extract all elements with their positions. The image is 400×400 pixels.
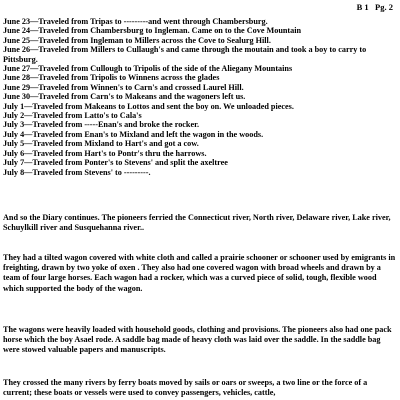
diary-entry-june-29: June 29—Traveled from Winnen's to Carn's and crossed Laurel Hill.	[3, 82, 244, 92]
diary-entry-june-25: June 25—Traveled from Ingleman to Millers across the Cove to Sealurg Hill.	[3, 35, 271, 45]
diary-entry-july-7: July 7—Traveled from Ponter's to Stevens' and split the axeltree	[3, 158, 228, 168]
diary-entry-july-1: July 1—Traveled from Makeans to Lottos and sent the boy on. We unloaded pieces.	[3, 101, 294, 111]
diary-entries	[3, 17, 398, 177]
diary-entry-june-24: June 24—Traveled from Chambersburg to Ingleman. Came on to the Cove Mountain	[3, 26, 302, 36]
paragraph-loading: The wagons were heavily loaded with household goods, clothing and provisions. The pioneers also had one pack horse which the boy Asael rode. A saddle bag made of heavy cloth was laid over the saddle. In the saddle bag were stowed valuable papers and manuscripts.	[3, 325, 392, 355]
diary-entry-july-6: July 6—Traveled from Hart's to Pontr's thru the harrows.	[3, 148, 207, 158]
diary-entry-july-5: July 5—Traveled from Mixland to Hart's and got a cow.	[3, 139, 199, 149]
paragraph-wagons: They had a tilted wagon covered with white cloth and called a prairie schooner or schooner used by emigrants in freighting, drawn by two yoke of oxen . They also had one covered wagon with broad wheels and drawn by a team of four large horses. Each wagon had a rocker, which was a curved piece of solid, tough, flexible wood which supported the body of the wagon.	[3, 253, 396, 293]
diary-entry-june-27: June 27—Traveled from Cullough to Tripolis of the side of the Aliegany Mountains	[3, 64, 293, 74]
diary-entry-june-30: June 30—Traveled from Carn's to Makeans and the wagoners left us.	[3, 92, 246, 102]
diary-entry-june-26: June 26—Traveled from Millers to Cullaugh's and came through the moutain and took a boy to carry to Pittsburg.	[3, 45, 367, 64]
diary-entry-june-23: June 23—Traveled from Tripas to ---------and went through Chambersburg.	[3, 17, 268, 26]
page-header: B 1 Pg. 2	[356, 2, 393, 12]
paragraph-rivers: And so the Diary continues. The pioneers ferried the Connecticut river, North river, Delaware river, Lake river, Schuylkill river and Susquehanna river..	[3, 213, 391, 233]
diary-entry-june-28: June 28—Traveled from Tripolis to Winnens across the glades	[3, 73, 220, 83]
diary-entry-july-2: July 2—Traveled from Latto's to Cala's	[3, 111, 142, 121]
diary-entry-july-8: July 8—Traveled from Stevens' to ---------.	[3, 167, 151, 177]
diary-entry-july-3: July 3—Traveled from -----Enan's and broke the rocker.	[3, 120, 200, 130]
diary-entry-july-4: July 4—Traveled from Enan's to Mixland and left the wagon in the woods.	[3, 129, 264, 139]
paragraph-ferries: They crossed the many rivers by ferry boats moved by sails or oars or sweeps, a two line or the force of a current; these boats or vessels were used to convey passengers, vehicles, cattle,	[3, 378, 368, 398]
